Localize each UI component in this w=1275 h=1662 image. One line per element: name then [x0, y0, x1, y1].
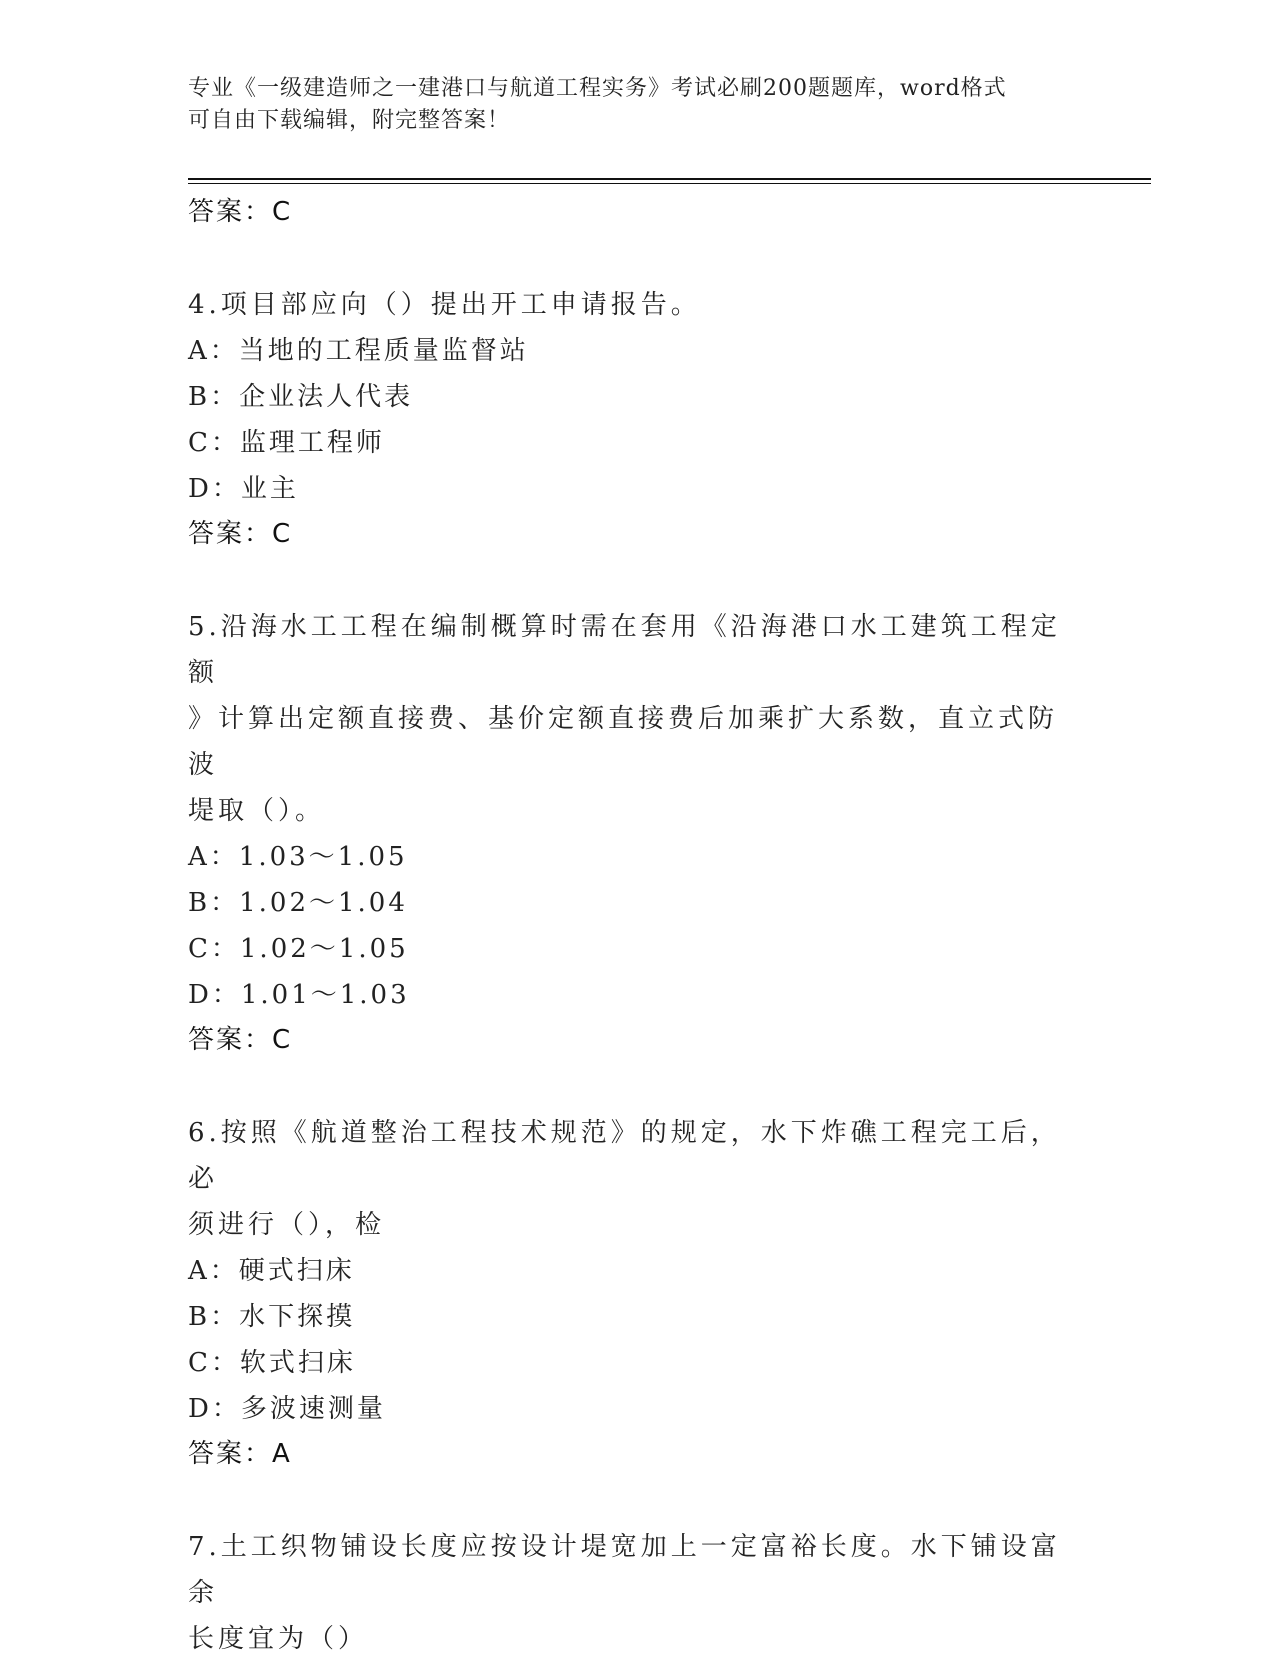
header-line-2: 可自由下载编辑，附完整答案！: [188, 108, 511, 133]
question-5-line-3: 堤取（）。: [188, 796, 326, 826]
question-5-line-1: 5.沿海水工工程在编制概算时需在套用《沿海港口水工建筑工程定额: [188, 612, 1061, 688]
question-5-option-c: C：1.02～1.05: [188, 934, 409, 964]
question-6-option-c: C：软式扫床: [188, 1348, 356, 1378]
question-4-option-a: A：当地的工程质量监督站: [188, 336, 529, 366]
question-5-option-a: A：1.03～1.05: [188, 842, 408, 872]
question-6-option-a: A：硬式扫床: [188, 1256, 355, 1286]
spacer: [188, 1476, 1068, 1524]
header-rule-thick: [188, 178, 1151, 180]
document-body: [188, 190, 1068, 1662]
question-7: [188, 1524, 1068, 1662]
question-5-option-d: D：1.01～1.03: [188, 980, 410, 1010]
question-4-option-c: C：监理工程师: [188, 428, 385, 458]
question-6-line-1: 6.按照《航道整治工程技术规范》的规定，水下炸礁工程完工后，必: [188, 1118, 1061, 1194]
question-4-option-b: B：企业法人代表: [188, 382, 414, 412]
question-5-option-b: B：1.02～1.04: [188, 888, 408, 918]
spacer: [188, 556, 1068, 604]
question-5: [188, 604, 1068, 1018]
spacer: [188, 1062, 1068, 1110]
answer-3: 答案：C: [188, 197, 293, 227]
answer-6: 答案：A: [188, 1439, 292, 1469]
spacer: [188, 234, 1068, 282]
document-header: [188, 73, 1068, 137]
header-line-1: 专业《一级建造师之一建港口与航道工程实务》考试必刷200题题库，word格式: [188, 76, 1007, 101]
question-5-line-2: 》计算出定额直接费、基价定额直接费后加乘扩大系数，直立式防波: [188, 704, 1059, 780]
question-4-text: 4.项目部应向（）提出开工申请报告。: [188, 290, 701, 320]
question-6-line-2: 须进行（），检: [188, 1210, 386, 1240]
question-7-line-1: 7.土工织物铺设长度应按设计堤宽加上一定富裕长度。水下铺设富余: [188, 1532, 1061, 1608]
question-6-option-d: D：多波速测量: [188, 1394, 386, 1424]
answer-5: 答案：C: [188, 1025, 293, 1055]
answer-4: 答案：C: [188, 519, 293, 549]
question-4-option-d: D：业主: [188, 474, 299, 504]
question-6-option-b: B：水下探摸: [188, 1302, 356, 1332]
question-4: [188, 282, 1068, 512]
header-rule-thin: [188, 183, 1151, 184]
question-6: [188, 1110, 1068, 1432]
question-7-line-2: 长度宜为（）: [188, 1624, 369, 1654]
